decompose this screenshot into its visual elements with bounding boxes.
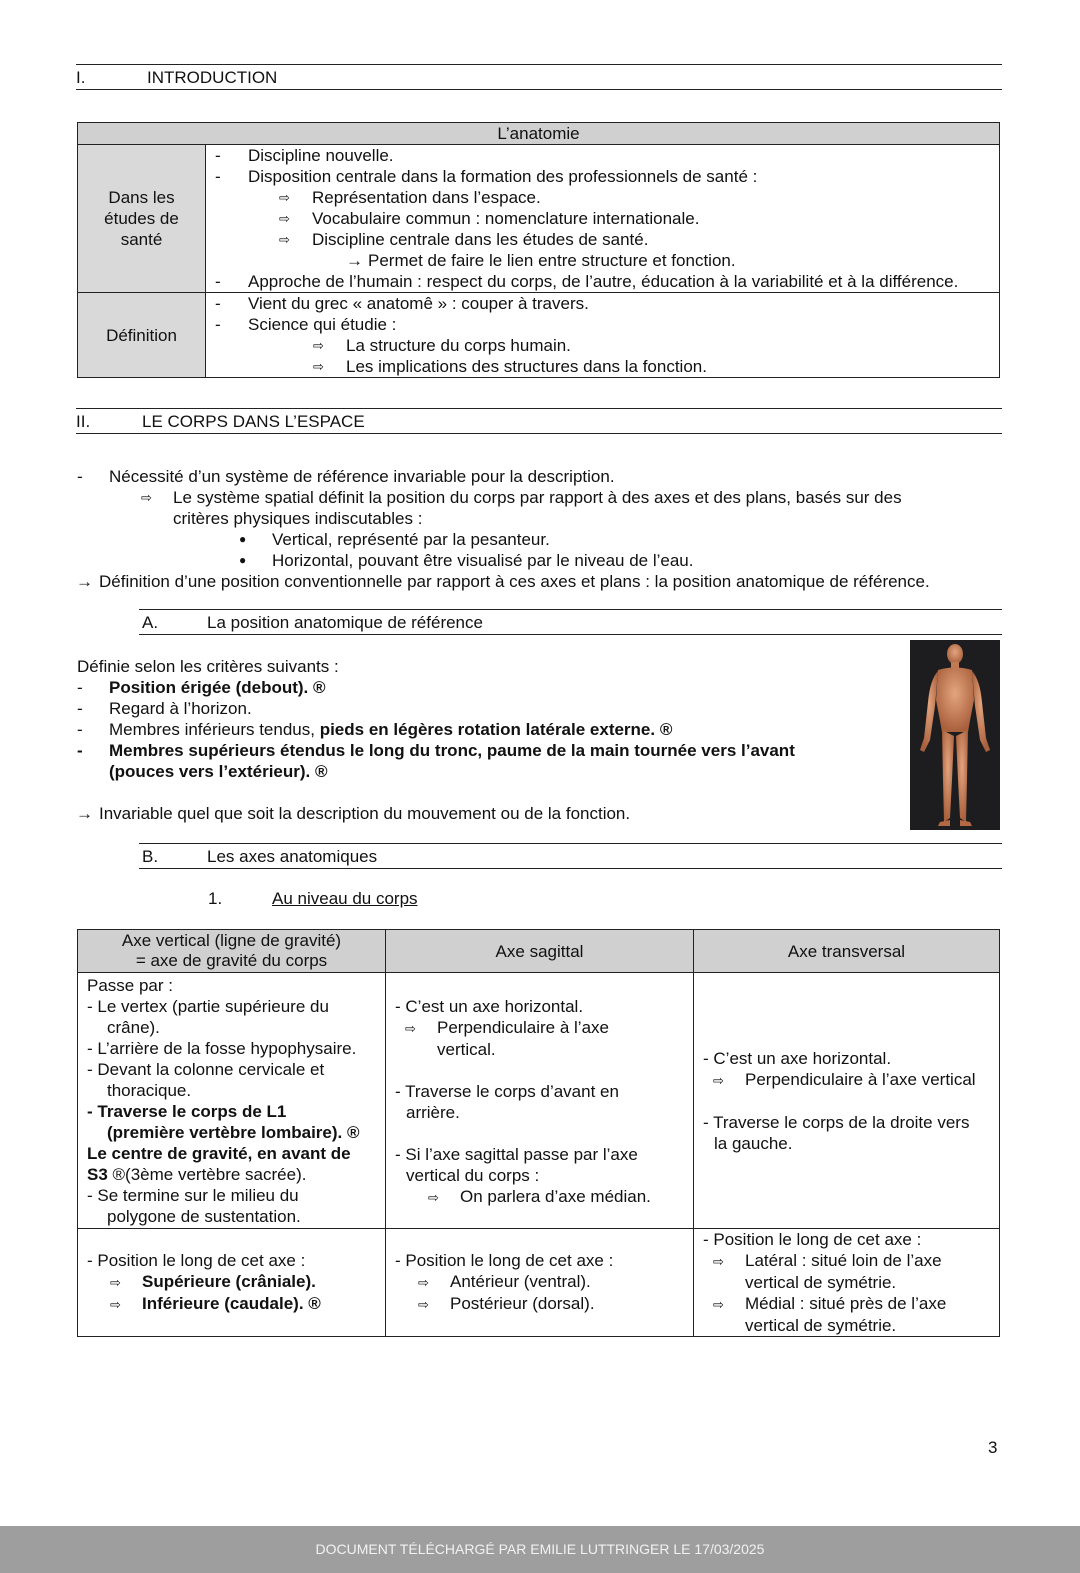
list-item: Discipline nouvelle. — [248, 146, 394, 165]
list-item: La structure du corps humain. — [346, 336, 571, 355]
section-number: II. — [76, 412, 91, 431]
text-line: - Traverse le corps de la droite vers — [703, 1113, 970, 1132]
hollow-arrow-icon: ⇨ — [428, 1190, 439, 1205]
label-line: études de — [104, 209, 179, 228]
text-line-bold: Supérieure (crâniale). — [142, 1272, 316, 1291]
anatomy-table — [77, 122, 1000, 378]
list-item: Permet de faire le lien entre structure et fonction. — [368, 251, 736, 270]
hollow-arrow-icon: ⇨ — [418, 1275, 429, 1290]
row-label-definition: Définition — [78, 293, 206, 378]
axes-table — [77, 929, 1000, 1337]
header-line: Axe vertical (ligne de gravité) — [121, 931, 342, 950]
text-line: - Position le long de cet axe : — [395, 1251, 614, 1270]
subsection-title: Au niveau du corps — [272, 889, 418, 908]
row-label-studies — [78, 145, 206, 293]
conclusion: Définition d’une position conventionnelle par rapport à ces axes et plans : la position anatomique de référence. — [99, 572, 930, 591]
text-line: Latéral : situé loin de l’axe — [745, 1251, 942, 1270]
list-item: Approche de l’humain : respect du corps, de l’autre, éducation à la variabilité et à la différence. — [248, 272, 959, 291]
text-line: Postérieur (dorsal). — [450, 1294, 595, 1313]
text-line: - L’arrière de la fosse hypophysaire. — [87, 1039, 357, 1058]
transverse-axis-description — [694, 973, 1000, 1229]
section-title: La position anatomique de référence — [207, 613, 483, 632]
hollow-arrow-icon: ⇨ — [405, 1021, 416, 1036]
text-line: - C’est un axe horizontal. — [395, 997, 584, 1016]
text-line: - Devant la colonne cervicale et — [87, 1060, 325, 1079]
criterion: Membres supérieurs étendus le long du tronc, paume de la main tournée vers l’avant — [109, 741, 795, 760]
text-line-bold: S3 — [87, 1165, 108, 1184]
hollow-arrow-icon: ⇨ — [279, 190, 290, 205]
bullet-item: Horizontal, pouvant être visualisé par le niveau de l’eau. — [272, 551, 694, 570]
criterion: Membres inférieurs tendus, — [109, 720, 320, 739]
conclusion: Invariable quel que soit la description du mouvement ou de la fonction. — [99, 804, 631, 823]
criterion-bold: pieds en légères rotation latérale externe. ® — [319, 720, 673, 739]
text-line: Antérieur (ventral). — [450, 1272, 591, 1291]
position-criteria: Définie selon les critères suivants : - Position érigée (debout). ® - Regard à l’horizon. - Membres inférieurs tendus, pieds en légères rotation latérale externe. ® - Membres supérieurs étendus le long du tronc, paume de la main tournée vers l’avant (pouces vers l’extérieur). ® → Invariable quel que soit la description du mouvement ou de la fonction. — [76, 657, 795, 823]
header-line: = axe de gravité du corps — [135, 951, 328, 970]
vertical-axis-positions — [78, 1229, 386, 1337]
text-line: - Le vertex (partie supérieure du — [87, 997, 329, 1016]
bullet-item: Vertical, représenté par la pesanteur. — [272, 530, 550, 549]
arrow-icon: → — [76, 804, 93, 823]
text-line: - Si l’axe sagittal passe par l’axe — [395, 1145, 638, 1164]
arrow-icon: → — [346, 251, 363, 270]
text-line: vertical. — [437, 1040, 496, 1059]
text-line: thoracique. — [107, 1081, 192, 1100]
subsection-number: 1. — [208, 889, 223, 908]
section-title: LE CORPS DANS L’ESPACE — [142, 412, 365, 431]
hollow-arrow-icon: ⇨ — [279, 232, 290, 247]
text-line: Perpendiculaire à l’axe — [437, 1018, 609, 1037]
page-number: 3 — [988, 1438, 998, 1457]
list-item: Vient du grec « anatomê » : couper à travers. — [248, 294, 589, 313]
anatomical-position-image — [910, 640, 1000, 830]
section-2-header — [76, 408, 1002, 434]
intro-text: Définie selon les critères suivants : — [77, 657, 339, 676]
transverse-axis-positions — [694, 1229, 1000, 1337]
hollow-arrow-icon: ⇨ — [713, 1254, 724, 1269]
section-title: INTRODUCTION — [147, 68, 278, 87]
header-sagittal-axis: Axe sagittal — [386, 930, 694, 973]
list-item: Représentation dans l’espace. — [312, 188, 541, 207]
text-line: - Position le long de cet axe : — [703, 1230, 922, 1249]
download-footer: DOCUMENT TÉLÉCHARGÉ PAR EMILIE LUTTRINGER LE 17/03/2025 — [0, 1526, 1080, 1573]
text-line: ®(3ème vertèbre sacrée). — [107, 1165, 307, 1184]
section-title: Les axes anatomiques — [207, 847, 378, 866]
hollow-arrow-icon: ⇨ — [713, 1297, 724, 1312]
label-line: Dans les — [108, 188, 175, 207]
text-line: arrière. — [406, 1103, 460, 1122]
row-content-studies: - Discipline nouvelle. - Disposition centrale dans la formation des professionnels de santé : ⇨ Représentation dans l’espace. ⇨ Vocabulaire commun : nomenclature internationale. ⇨ Discipline centrale dans les études de santé. → Permet de faire le lien entre structure et fonction. - Approche de l’humain : respect du corps, de l’autre, éducation à la variabilité et à la différence. — [206, 145, 1000, 293]
section-number: A. — [142, 613, 159, 632]
header-transverse-axis: Axe transversal — [694, 930, 1000, 973]
label-line: santé — [120, 230, 163, 249]
criterion: (pouces vers l’extérieur). ® — [109, 762, 328, 781]
human-body-icon — [910, 640, 1000, 830]
hollow-arrow-icon: ⇨ — [279, 211, 290, 226]
list-item: Les implications des structures dans la fonction. — [346, 357, 707, 376]
text-line-bold: Inférieure (caudale). ® — [142, 1294, 321, 1313]
section-a-header — [139, 609, 1002, 635]
text-line-bold: (première vertèbre lombaire). ® — [107, 1123, 360, 1142]
list-item: Disposition centrale dans la formation des professionnels de santé : — [248, 167, 758, 186]
bullet-icon: ● — [239, 553, 247, 567]
hollow-arrow-icon: ⇨ — [313, 359, 324, 374]
row-content-definition: - Vient du grec « anatomê » : couper à travers. - Science qui étudie : ⇨ La structure du corps humain. ⇨ Les implications des structures dans la fonction. — [206, 293, 1000, 378]
sagittal-axis-description — [386, 973, 694, 1229]
section-number: B. — [142, 847, 159, 866]
text-line: vertical de symétrie. — [745, 1316, 897, 1335]
text-line: polygone de sustentation. — [107, 1207, 301, 1226]
hollow-arrow-icon: ⇨ — [110, 1275, 121, 1290]
paragraph: critères physiques indiscutables : — [173, 509, 423, 528]
text-line: Médial : situé près de l’axe — [745, 1294, 947, 1313]
text-line: la gauche. — [714, 1134, 793, 1153]
header-vertical-axis — [78, 930, 386, 973]
hollow-arrow-icon: ⇨ — [110, 1297, 121, 1312]
text-line: crâne). — [107, 1018, 160, 1037]
text-line: - Position le long de cet axe : — [87, 1251, 306, 1270]
section-b-header — [139, 843, 1002, 869]
space-paragraphs: - Nécessité d’un système de référence invariable pour la description. ⇨ Le système spatial définit la position du corps par rapport à des axes et des plans, basés sur des critères physiques indiscutables : ● Vertical, représenté par la pesanteur. ● Horizontal, pouvant être visualisé par le niveau de l’eau. → Définition d’une position conventionnelle par rapport à ces axes et plans : la position anatomique de référence. — [76, 467, 930, 591]
text-line: - C’est un axe horizontal. — [703, 1049, 892, 1068]
text-line-bold: Le centre de gravité, en avant de — [87, 1144, 351, 1163]
text-line: Passe par : — [87, 976, 173, 995]
criterion: Regard à l’horizon. — [109, 699, 252, 718]
hollow-arrow-icon: ⇨ — [713, 1073, 724, 1088]
list-item: Vocabulaire commun : nomenclature internationale. — [312, 209, 700, 228]
text-line: On parlera d’axe médian. — [460, 1187, 651, 1206]
text-line: vertical du corps : — [406, 1166, 540, 1185]
list-item: Science qui étudie : — [248, 315, 397, 334]
criterion: Position érigée (debout). ® — [109, 678, 326, 697]
section-1-header — [76, 64, 1002, 90]
text-line: vertical de symétrie. — [745, 1273, 897, 1292]
bullet-icon: ● — [239, 532, 247, 546]
text-line: Perpendiculaire à l’axe vertical — [745, 1070, 976, 1089]
section-number: I. — [76, 68, 86, 87]
paragraph: Le système spatial définit la position du corps par rapport à des axes et des plans, basés sur des — [173, 488, 902, 507]
list-item: Discipline centrale dans les études de santé. — [312, 230, 649, 249]
text-line: - Traverse le corps d’avant en — [395, 1082, 619, 1101]
hollow-arrow-icon: ⇨ — [141, 490, 152, 505]
vertical-axis-description — [78, 973, 386, 1229]
text-line: - Se termine sur le milieu du — [87, 1186, 299, 1205]
arrow-icon: → — [76, 572, 93, 591]
hollow-arrow-icon: ⇨ — [313, 338, 324, 353]
sagittal-axis-positions — [386, 1229, 694, 1337]
hollow-arrow-icon: ⇨ — [418, 1297, 429, 1312]
anatomy-table-title: L’anatomie — [78, 123, 1000, 145]
paragraph: Nécessité d’un système de référence invariable pour la description. — [109, 467, 615, 486]
text-line-bold: - Traverse le corps de L1 — [87, 1102, 287, 1121]
